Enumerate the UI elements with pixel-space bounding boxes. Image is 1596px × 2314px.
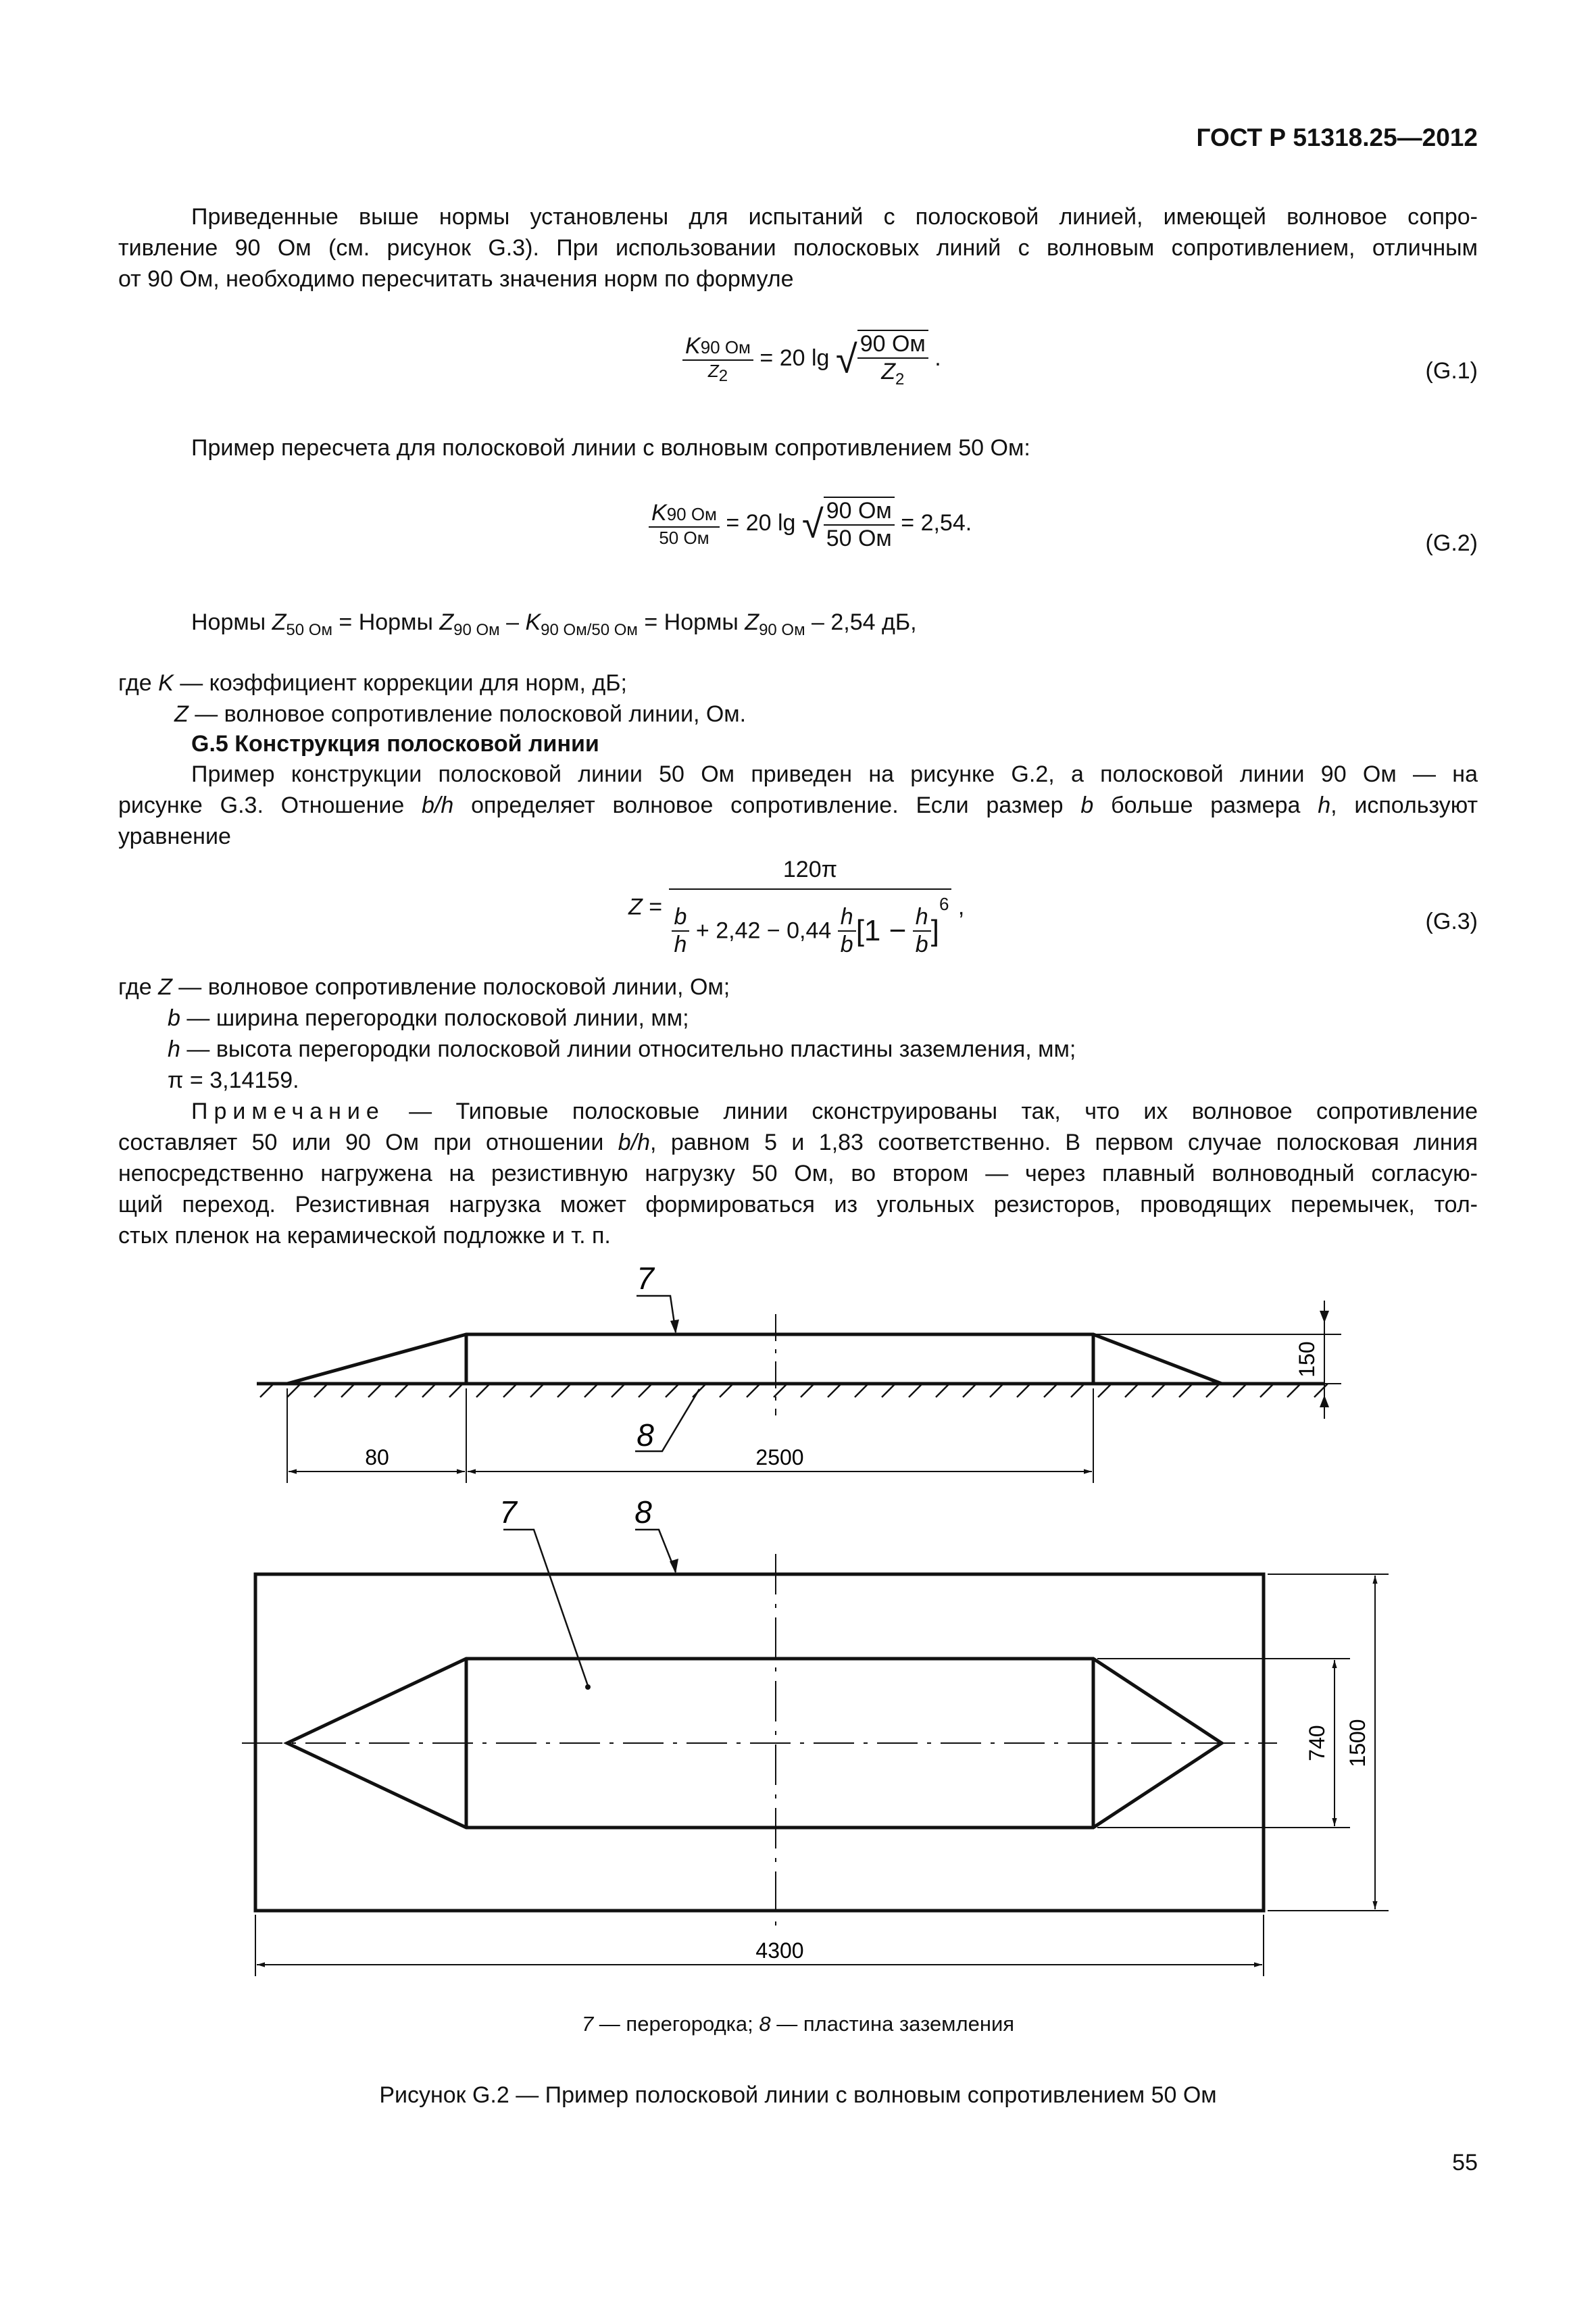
construction-line-3: уравнение: [118, 824, 231, 849]
callout-7-bottom: 7: [499, 1494, 517, 1530]
norms-z2: Z: [439, 609, 454, 635]
where2-z-def: — волновое сопротивление полосковой линии, Ом;: [172, 974, 730, 1000]
eq2-sqrt-sign: √: [801, 502, 824, 547]
intro-line-1: Приведенные выше нормы установлены для испытаний с полосковой линией, имеющей волновое сопро-: [191, 204, 1478, 230]
equation-g2-number: (G.2): [1425, 530, 1478, 556]
note-line-5: стых пленок на керамической подложке и т. п.: [118, 1223, 611, 1249]
eq1-k-sub-idx: 2: [718, 367, 728, 385]
c2c: больше размера: [1093, 793, 1318, 818]
norms-k-sub: 90 Ом/50 Ом: [541, 620, 638, 639]
note-l2b: , равном 5 и 1,83 соответственно. В первом случае полосковая линия: [650, 1130, 1478, 1155]
top-leader-7: [503, 1530, 588, 1686]
norms-z1: Z: [272, 609, 286, 635]
dim-740-label: 740: [1305, 1725, 1329, 1761]
eq2-rhs: = 20 lg: [726, 509, 796, 536]
dim-2500-label: 2500: [755, 1445, 804, 1469]
where1-gde: где: [118, 670, 159, 696]
eq1-rhs: = 20 lg: [759, 345, 830, 371]
intro-line-2: тивление 90 Ом (см. рисунок G.3). При использовании полосковых линий с волновым сопротивлением, отличным: [118, 235, 1478, 261]
norms-z2-sub: 90 Ом: [453, 620, 500, 639]
eq3-comma: ,: [957, 894, 965, 920]
page-number: 55: [1452, 2150, 1478, 2175]
eq3-h3: h: [913, 904, 931, 932]
eq3-b: b: [672, 904, 690, 932]
note-line-3: непосредственно нагружена на резистивную нагрузку 50 Ом, во втором — через плавный волноводный согласую-: [118, 1161, 1478, 1186]
top-view: [242, 1530, 1389, 1976]
c2-bh: b/h: [422, 793, 454, 818]
eq3-bracket-close: ]: [930, 914, 939, 948]
norms-k: K: [525, 609, 541, 635]
eq2-sqrt-num: 90 Ом: [824, 498, 895, 526]
norms-p4: = Нормы: [637, 609, 745, 635]
eq3-mid: + 2,42 − 0,44: [695, 917, 832, 944]
eq1-sqrt-sign: √: [835, 337, 857, 382]
eq2-k-sub-num: 90 Ом: [666, 504, 717, 524]
side-leader-7: [637, 1296, 676, 1332]
where2-b: b: [168, 1005, 180, 1031]
eq2-k-sub-den: 50 Ом: [659, 528, 709, 548]
norms-z3-sub: 90 Ом: [759, 620, 805, 639]
eq1-k-sub-num: 90 Ом: [700, 336, 751, 357]
eq3-numerator: 120π: [669, 857, 952, 890]
eq1-k: K: [685, 332, 701, 359]
equation-g1-number: (G.1): [1425, 358, 1478, 384]
eq1-sqrt-num: 90 Ом: [857, 331, 928, 359]
c2-h: h: [1318, 793, 1331, 818]
construction-line-1: Пример конструкции полосковой линии 50 Ом приведен на рисунке G.2, а полосковой линии 90 Ом — на: [191, 761, 1478, 787]
equation-g3-number: (G.3): [1425, 909, 1478, 934]
dim-1500-label: 1500: [1345, 1719, 1370, 1767]
c2d: , используют: [1330, 793, 1478, 818]
top-leader-8: [635, 1530, 676, 1572]
norms-p3: –: [499, 609, 526, 635]
figure-legend: [0, 2012, 1596, 2036]
side-ground-hatching: [260, 1384, 1328, 1397]
note-l2a: составляет 50 или 90 Ом при отношении: [118, 1130, 618, 1155]
where1-z-def: — волновое сопротивление полосковой линии, Ом.: [188, 701, 747, 727]
eq2-sqrt-den: 50 Ом: [826, 526, 892, 551]
eq3-eq: =: [649, 894, 663, 920]
legend-8: 8: [759, 2012, 771, 2036]
note-label: Примечание: [191, 1099, 385, 1124]
norms-z1-sub: 50 Ом: [286, 620, 332, 639]
eq2-result: = 2,54.: [901, 509, 972, 536]
where2-z: Z: [158, 974, 172, 1000]
legend-7-text: — перегородка;: [593, 2012, 759, 2036]
eq3-h: h: [674, 932, 687, 958]
eq3-b2: b: [840, 932, 853, 958]
legend-8-text: — пластина заземления: [770, 2012, 1015, 2036]
where2-pi: π: [168, 1067, 184, 1093]
eq3-z: Z: [628, 894, 643, 920]
note-l1: — Типовые полосковые линии сконструированы так, что их волновое сопротивление: [384, 1099, 1478, 1124]
where2-h-def: — высота перегородки полосковой линии относительно пластины заземления, мм;: [180, 1036, 1076, 1062]
example-line: Пример пересчета для полосковой линии с волновым сопротивлением 50 Ом:: [191, 435, 1030, 461]
document-id: ГОСТ Р 51318.25—2012: [1196, 124, 1478, 151]
c2-b: b: [1080, 793, 1094, 818]
note-line-4: щий переход. Резистивная нагрузка может формироваться из угольных резисторов, проводящих перемычек, тол-: [118, 1192, 1478, 1217]
note-bh: b/h: [618, 1130, 651, 1155]
eq3-bracket-open: [1 −: [855, 914, 907, 948]
where2-b-def: — ширина перегородки полосковой линии, мм;: [180, 1005, 689, 1031]
eq1-sqrt-den: Z: [881, 359, 895, 384]
intro-line-3: от 90 Ом, необходимо пересчитать значения норм по формуле: [118, 266, 794, 292]
figure-caption: Рисунок G.2 — Пример полосковой линии с волновым сопротивлением 50 Ом: [379, 2082, 1217, 2108]
eq3-h2: h: [838, 904, 856, 932]
where1-k: K: [158, 670, 174, 696]
c2a: рисунке G.3. Отношение: [118, 793, 422, 818]
callout-7-top: 7: [637, 1261, 654, 1296]
where2-h: h: [168, 1036, 180, 1062]
eq3-b3: b: [915, 932, 928, 958]
section-title: G.5 Конструкция полосковой линии: [191, 731, 599, 757]
norms-p1: Нормы: [191, 609, 272, 635]
eq1-k-sub-den: Z: [707, 360, 719, 381]
dim-4300-label: 4300: [755, 1938, 804, 1963]
where1-z: Z: [174, 701, 189, 727]
norms-p2: = Нормы: [332, 609, 440, 635]
where1-k-def: — коэффициент коррекции для норм, дБ;: [173, 670, 627, 696]
eq2-k: K: [651, 500, 667, 526]
side-septum-outline: [287, 1334, 1222, 1384]
legend-7: 7: [581, 2012, 594, 2036]
c2b: определяет волновое сопротивление. Если размер: [453, 793, 1081, 818]
dim-150-label: 150: [1295, 1341, 1319, 1378]
where2-gde: где: [118, 974, 159, 1000]
eq3-exp: 6: [939, 894, 949, 914]
eq1-sqrt-den-idx: 2: [895, 370, 905, 388]
norms-p5: – 2,54 дБ,: [805, 609, 917, 635]
dim-80-label: 80: [365, 1445, 389, 1469]
eq1-end: .: [934, 345, 941, 371]
where2-pi-def: = 3,14159.: [183, 1067, 299, 1093]
norms-z3: Z: [745, 609, 759, 635]
callout-8-top: 8: [637, 1417, 654, 1453]
callout-8-bottom: 8: [634, 1494, 652, 1530]
